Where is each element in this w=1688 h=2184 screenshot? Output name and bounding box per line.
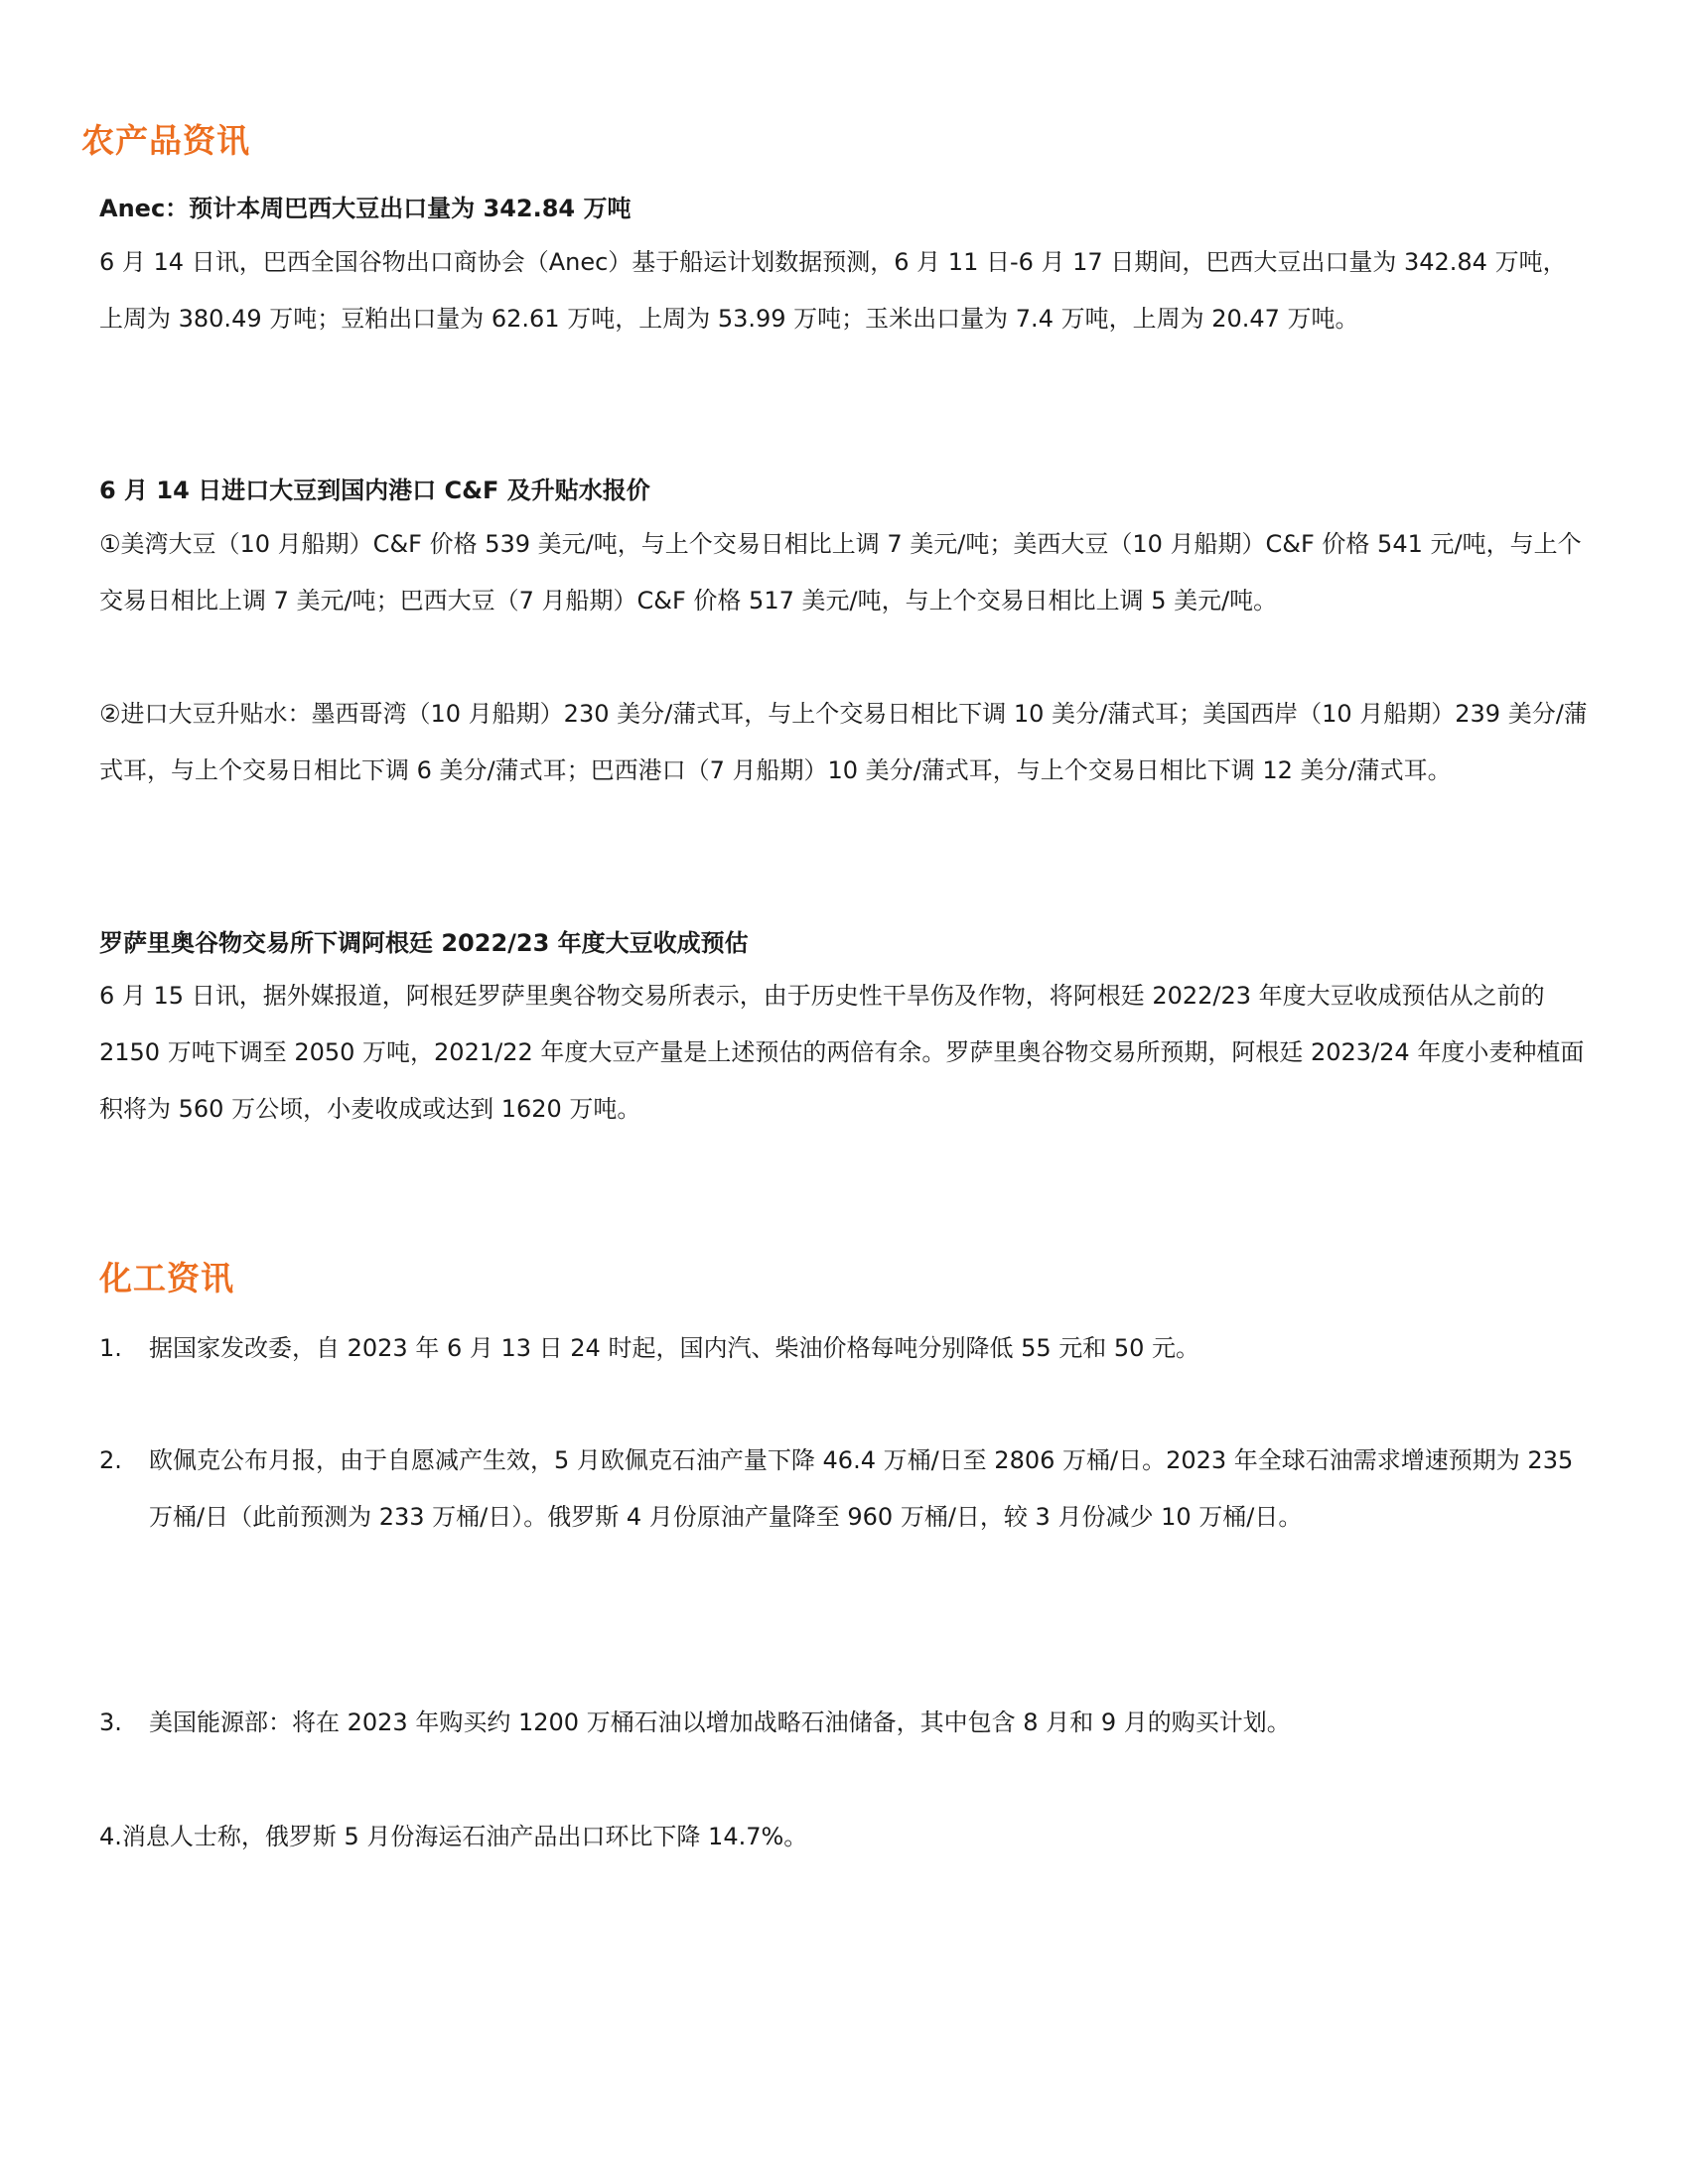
soy-quote-heading: 6 月 14 日进口大豆到国内港口 C&F 及升贴水报价 (99, 477, 650, 504)
chem-list-item (99, 1433, 1599, 1546)
list-number: 2. (99, 1446, 122, 1474)
chem-list-item-4: 4.消息人士称，俄罗斯 5 月份海运石油产品出口环比下降 14.7%。 (99, 1823, 808, 1850)
list-item-text: 欧佩克公布月报，由于自愿减产生效，5 月欧佩克石油产量下降 46.4 万桶/日至 2806 万桶/日。2023 年全球石油需求增速预期为 235 万桶/日（此前预测为 233 万桶/日）。俄罗斯 4 月份原油产量降至 960 万桶/日，较 3 月份减少 10 万桶/日。 (149, 1446, 1574, 1531)
list-number: 3. (99, 1708, 122, 1736)
list-item-text: 美国能源部：将在 2023 年购买约 1200 万桶石油以增加战略石油储备，其中包含 8 月和 9 月的购买计划。 (149, 1708, 1291, 1736)
anec-paragraph: 6 月 14 日讯，巴西全国谷物出口商协会（Anec）基于船运计划数据预测，6 月 11 日-6 月 17 日期间，巴西大豆出口量为 342.84 万吨，上周为 380.49 万吨；豆粕出口量为 62.61 万吨，上周为 53.99 万吨；玉米出口量为 7.4 万吨，上周为 20.47 万吨。 (99, 248, 1567, 333)
list-item-text: 据国家发改委，自 2023 年 6 月 13 日 24 时起，国内汽、柴油价格每吨分别降低 55 元和 50 元。 (149, 1334, 1200, 1362)
chem-list-item (99, 1695, 1599, 1751)
chem-list-item (99, 1320, 1599, 1377)
chem-section-title: 化工资讯 (99, 1259, 234, 1297)
soy-premium-paragraph: ②进口大豆升贴水：墨西哥湾（10 月船期）230 美分/蒲式耳，与上个交易日相比下调 10 美分/蒲式耳；美国西岸（10 月船期）239 美分/蒲式耳，与上个交易日相比下调 6 美分/蒲式耳；巴西港口（7 月船期）10 美分/蒲式耳，与上个交易日相比下调 12 美分/蒲式耳。 (99, 700, 1588, 784)
list-number: 1. (99, 1334, 122, 1362)
soy-cf-paragraph: ①美湾大豆（10 月船期）C&F 价格 539 美元/吨，与上个交易日相比上调 7 美元/吨；美西大豆（10 月船期）C&F 价格 541 元/吨，与上个交易日相比上调 7 美元/吨；巴西大豆（7 月船期）C&F 价格 517 美元/吨，与上个交易日相比上调 5 美元/吨。 (99, 530, 1582, 614)
anec-heading: Anec：预计本周巴西大豆出口量为 342.84 万吨 (99, 195, 632, 222)
rosario-paragraph: 6 月 15 日讯，据外媒报道，阿根廷罗萨里奥谷物交易所表示，由于历史性干旱伤及作物，将阿根廷 2022/23 年度大豆收成预估从之前的 2150 万吨下调至 2050 万吨，2021/22 年度大豆产量是上述预估的两倍有余。罗萨里奥谷物交易所预期，阿根廷 2023/24 年度小麦种植面积将为 560 万公顷，小麦收成或达到 1620 万吨。 (99, 982, 1585, 1123)
agri-section-title: 农产品资讯 (81, 121, 250, 160)
rosario-heading: 罗萨里奥谷物交易所下调阿根廷 2022/23 年度大豆收成预估 (99, 929, 749, 957)
